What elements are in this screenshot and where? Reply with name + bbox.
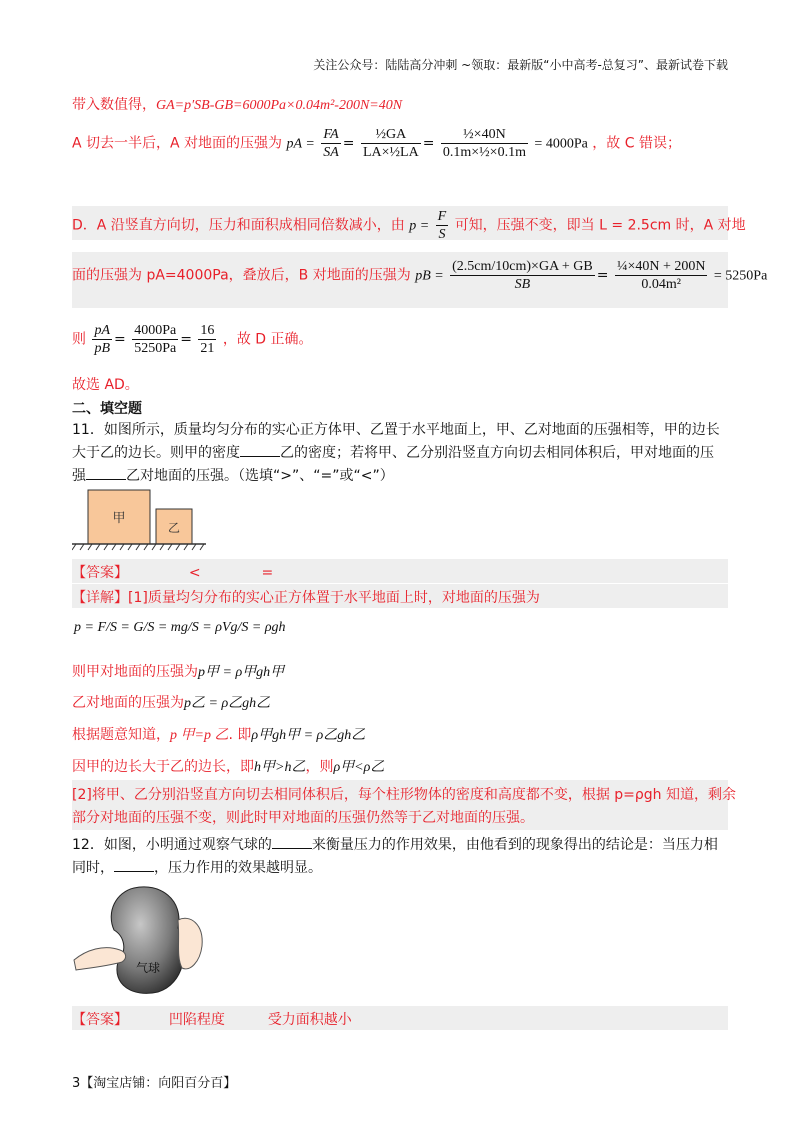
frac-den: SB [514, 277, 531, 292]
q12-line1-a: 12．如图，小明通过观察气球的 [72, 837, 272, 853]
q11-line-1: 11．如图所示，质量均匀分布的实心正方体甲、乙置于水平地面上，甲、乙对地面的压强相等，甲的边长 [72, 422, 720, 438]
answer-blank [272, 836, 312, 849]
frac-b1 [450, 258, 595, 293]
frac-r3 [198, 322, 216, 357]
because-prefix: 因甲的边长大于乙的边长，即 [72, 759, 254, 775]
frac-den: LA×½LA [362, 145, 419, 160]
because-h: h甲>h乙 [254, 760, 306, 775]
answer-blank [114, 859, 154, 872]
frac-num: pA [94, 323, 111, 338]
line2-result: = 4000Pa [534, 136, 588, 152]
balloon-figure [72, 880, 212, 1000]
line3-suffix: 可知，压强不变，即当 L = 2.5cm 时，A 对地 [454, 217, 746, 234]
q12-line-2 [72, 857, 322, 877]
q12-line2-b: ，压力作用的效果越明显。 [154, 860, 322, 876]
jia-pressure-formula: p甲 = ρ甲gh甲 [198, 665, 285, 680]
answer-label: 【答案】 [72, 565, 128, 581]
line1-formula: GA=p′SB-GB=6000Pa×0.04m²-200N=40N [156, 98, 403, 113]
solution-line-2: A 切去一半后，A 对地面的压强为 pA = $\frac{FA}{SA}$ = $\frac{\text{½GA}}{\text{LA×½LA}}$ = $\frac{\text{½×40N}}{\text{0.1m×½×0.1m}}$ = 4000Pa ，故 C 错误； [72, 127, 681, 160]
q11-detail-2-line-2: 部分对地面的压强不变，则此时甲对地面的压强仍然等于乙对地面的压强。 [72, 810, 534, 826]
solution-line-4: 面的压强为 pA=4000Pa，叠放后，B 对地面的压强为 pB = $\frac{(2.5cm/10cm)\times GA + GB}{SB}$ = $\frac{\text{¼×40N + 200N}}{\text{0.04m²}}$ = 5250Pa [72, 259, 768, 292]
known-eq: p 甲=p 乙 [170, 728, 229, 743]
footer [72, 1072, 236, 1091]
because-rho: ρ甲<ρ乙 [333, 760, 385, 775]
known-prefix: 根据题意知道， [72, 727, 170, 743]
jia-pressure-line [72, 661, 284, 681]
frac-den: 5250Pa [134, 341, 177, 356]
frac-den: SA [323, 145, 339, 160]
frac-r2 [132, 322, 178, 357]
q11-line3-a: 强 [72, 468, 86, 484]
page-number: 3 [72, 1076, 81, 1091]
line5-suffix: ，故 D 正确。 [222, 331, 313, 348]
because-mid: ，则 [305, 759, 334, 775]
frac-den: pB [94, 341, 111, 356]
blocks-figure [72, 488, 212, 554]
frac-num: FA [321, 126, 341, 144]
q11-line2-a: 大于乙的边长。则甲的密度 [72, 445, 240, 461]
frac-half [361, 126, 421, 161]
q11-detail-1 [72, 587, 540, 607]
answer-label: 【答案】 [72, 1012, 128, 1028]
solution-line-3 [72, 208, 746, 243]
header-note: 关注公众号：陆陆高分冲刺 ~领取：最新版“小中高考-总复习”、最新试卷下载 [313, 58, 728, 72]
frac-num: 4000Pa [134, 323, 177, 338]
right-hand [178, 918, 202, 969]
line4-prefix: 面的压强为 pA=4000Pa，叠放后，B 对地面的压强为 [72, 267, 411, 284]
answer-1: 凹陷程度 [168, 1012, 225, 1028]
line4-result: = 5250Pa [713, 268, 768, 284]
answer-2: = [261, 565, 274, 581]
jia-pressure-prefix: 则甲对地面的压强为 [72, 664, 198, 680]
block-yi-label: 乙 [167, 521, 181, 535]
frac-num: 16 [200, 323, 215, 338]
frac-den: S [438, 227, 446, 242]
q11-line-2 [72, 442, 714, 462]
q11-line2-b: 乙的密度；若将甲、乙分别沿竖直方向切去相同体积后，甲对地面的压 [280, 445, 714, 461]
frac-values [441, 126, 528, 161]
frac-num: (2.5cm/10cm)×GA + GB [452, 259, 593, 274]
balloon-label: 气球 [136, 961, 161, 975]
line2-prefix: A 切去一半后，A 对地面的压强为 [72, 135, 283, 152]
q11-line3-b: 乙对地面的压强。（选填“>”、“=”或“<”） [126, 468, 394, 484]
frac-num: ¼×40N + 200N [616, 259, 706, 274]
pressure-formula: p = F/S = G/S = mg/S = ρVg/S = ρgh [74, 620, 286, 635]
q12-line-1 [72, 834, 718, 854]
frac-b2 [615, 258, 708, 293]
choice-line: 故选 AD。 [72, 377, 139, 393]
answer-2: 受力面积越小 [267, 1012, 352, 1028]
frac-den: 0.04m² [641, 277, 681, 292]
line2-pa: pA = [286, 136, 315, 152]
block-jia-label: 甲 [112, 511, 126, 526]
detail-label: 【详解】 [72, 590, 128, 606]
known-formula: ρ甲gh甲 = ρ乙gh乙 [251, 728, 366, 743]
known-line [72, 724, 365, 744]
line2-suffix: ，故 C 错误； [592, 135, 681, 152]
q11-answer [72, 562, 273, 582]
q11-line-3 [72, 465, 394, 485]
frac-den: 0.1m×½×0.1m [442, 145, 526, 160]
answer-blank [240, 444, 280, 457]
section-title: 二、填空题 [72, 401, 142, 417]
line4-pb: pB = [415, 268, 444, 284]
solution-line-1 [72, 94, 402, 114]
frac-num: ½GA [361, 126, 421, 144]
answer-blank [86, 467, 126, 480]
line3-p: p = [409, 218, 430, 234]
q12-line2-a: 同时， [72, 860, 114, 876]
solution-line-5: 则 $\frac{pA}{pB}$ = $\frac{4000Pa}{5250Pa}$ = $\frac{16}{21}$ ，故 D 正确。 [72, 323, 313, 356]
because-line [72, 756, 384, 776]
q11-detail-2-line-1: [2]将甲、乙分别沿竖直方向切去相同体积后，每个柱形物体的密度和高度都不变，根据 p=ρgh 知道，剩余 [72, 787, 736, 803]
frac-fa-sa [321, 126, 341, 161]
yi-pressure-prefix: 乙对地面的压强为 [72, 695, 184, 711]
q12-answer [72, 1009, 352, 1029]
line3-prefix: D．A 沿竖直方向切，压力和面积成相同倍数减小，由 [72, 217, 405, 234]
line1-prefix: 带入数值得， [72, 97, 156, 113]
known-mid: . 即 [228, 727, 252, 743]
yi-pressure-line [72, 692, 270, 712]
balloon-body [111, 887, 184, 994]
line5-prefix: 则 [72, 331, 86, 348]
detail-1: [1]质量均匀分布的实心正方体置于水平地面上时，对地面的压强为 [128, 590, 540, 606]
frac-ratio [92, 322, 112, 357]
shop-name: 【淘宝店铺：向阳百分百】 [80, 1076, 237, 1091]
frac-den: 21 [200, 341, 215, 356]
frac-num: F [437, 209, 447, 224]
frac-f-s [436, 208, 449, 243]
yi-pressure-formula: p乙 = ρ乙gh乙 [184, 696, 271, 711]
q12-line1-b: 来衡量压力的作用效果，由他看到的现象得出的结论是：当压力相 [311, 837, 718, 853]
frac-num: ½×40N [441, 126, 528, 144]
answer-1: < [188, 565, 201, 581]
ground-hatch [72, 544, 204, 550]
